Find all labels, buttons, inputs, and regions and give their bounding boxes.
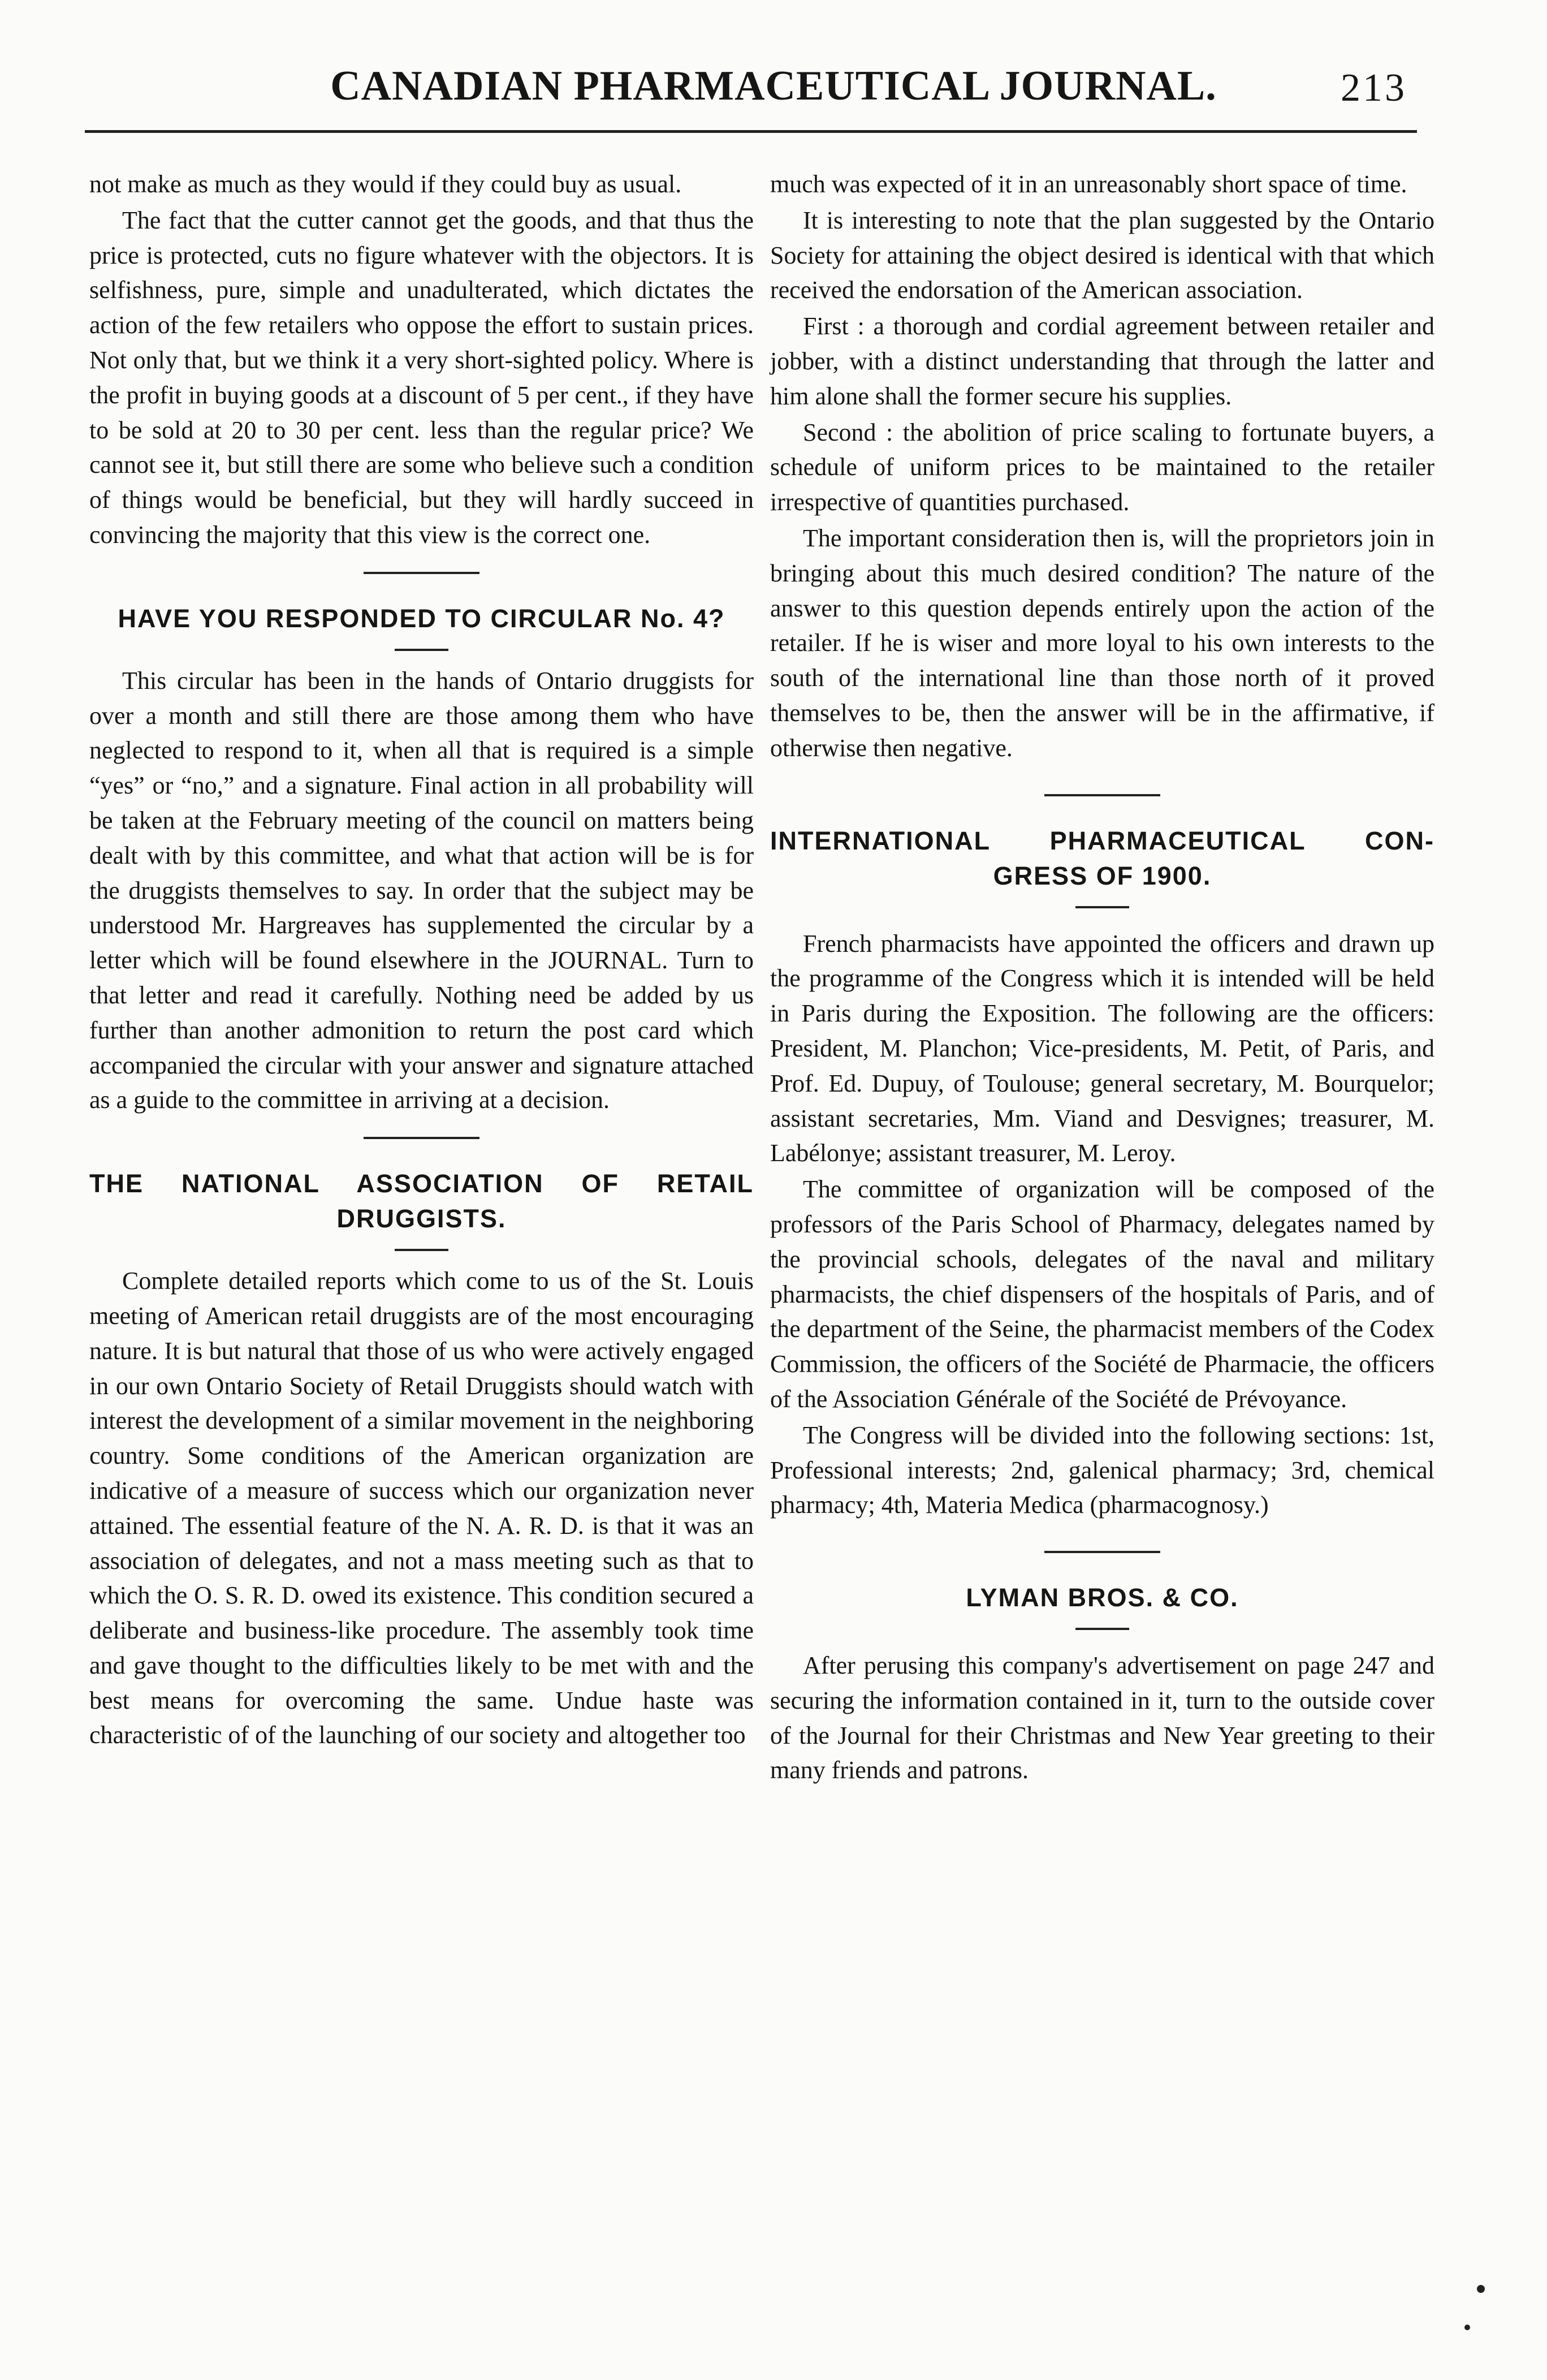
paragraph: much was expected of it in an unreasonably short space of time. bbox=[770, 170, 1407, 198]
print-speck bbox=[1464, 2325, 1470, 2330]
heading-line: GRESS OF 1900. bbox=[993, 861, 1212, 890]
paragraph: Complete detailed reports which come to us of the St. Louis meeting of American retail druggists are of the most encouraging nature. It is but natural that those of us who were actively engaged in our own Ontario Society of Retail Druggists should watch with interest the development of a similar movement in the neighboring country. Some conditions of the American organization are indicative of a measure of success which our organization never attained. The essential feature of the N. A. R. D. is that it was an association of delegates, and not a mass meeting such as that to which the O. S. R. D. owed its existence. This condition secured a deliberate and business-like procedure. The assembly took time and gave thought to the difficulties likely to be met with and the best means for overcoming the same. Undue haste was characteristic of of the launching of our society and altogether too bbox=[89, 1267, 754, 1749]
paragraph: The Congress will be divided into the following sections: 1st, Professional interests; 2nd, galenical pharmacy; 3rd, chemical pharmacy; 4th, Materia Medica (pharmacognosy.) bbox=[770, 1421, 1434, 1519]
section-heading-nard bbox=[89, 1166, 754, 1236]
section-heading-congress bbox=[770, 823, 1434, 894]
section-heading-lyman: LYMAN BROS. & CO. bbox=[966, 1583, 1239, 1612]
paragraph: French pharmacists have appointed the officers and drawn up the programme of the Congress which it is intended will be held in Paris during the Exposition. The following are the officers: President, M. Planchon; Vice-presidents, M. Petit, of Paris, and Prof. Ed. Dupuy, of Toulouse; general secretary, M. Bourquelor; assistant secretaries, Mm. Viand and Desvignes; treasurer, M. Labélonye; assistant treasurer, M. Leroy. bbox=[770, 929, 1434, 1167]
journal-title: CANADIAN PHARMACEUTICAL JOURNAL. bbox=[330, 63, 1217, 109]
paragraph: The committee of organization will be composed of the professors of the Paris School of Pharmacy, delegates named by the provincial schools, delegates of the naval and military pharmacists, the chief dispensers of the hospitals of Paris, and of the department of the Seine, the pharmacist members of the Codex Commission, the officers of the Société de Pharmacie, the officers of the Association Générale of the Société de Prévoyance. bbox=[770, 1175, 1434, 1413]
paragraph: After perusing this company's advertisement on page 247 and securing the information contained in it, turn to the outside cover of the Journal for their Christmas and New Year greeting to their many friends and patrons. bbox=[770, 1652, 1434, 1784]
heading-line: DRUGGISTS. bbox=[336, 1204, 507, 1234]
page-number: 213 bbox=[1341, 66, 1407, 110]
heading-line: THE NATIONAL ASSOCIATION OF RETAIL bbox=[89, 1169, 754, 1198]
paragraph: First : a thorough and cordial agreement between retailer and jobber, with a distinct understanding that through the latter and him alone shall the former secure his supplies. bbox=[770, 312, 1434, 410]
heading-line: INTERNATIONAL PHARMACEUTICAL CON- bbox=[770, 826, 1434, 855]
section-heading-circular: HAVE YOU RESPONDED TO CIRCULAR No. 4? bbox=[118, 603, 725, 633]
print-speck bbox=[1477, 2285, 1485, 2293]
header-rule bbox=[85, 130, 1417, 133]
paragraph: The fact that the cutter cannot get the goods, and that thus the price is protected, cuts no figure whatever with the objectors. It is selfishness, pure, simple and unadulterated, which dictates the action of the few retailers who oppose the effort to sustain prices. Not only that, but we think it a very short-sighted policy. Where is the profit in buying goods at a discount of 5 per cent., if they have to be sold at 20 to 30 per cent. less than the regular price? We cannot see it, but still there are some who believe such a condition of things would be beneficial, but they will hardly succeed in convincing the majority that this view is the correct one. bbox=[89, 206, 754, 549]
paragraph: It is interesting to note that the plan suggested by the Ontario Society for attaining the object desired is identical with that which received the endorsation of the American association. bbox=[770, 206, 1434, 304]
right-column bbox=[770, 167, 1434, 1789]
running-head bbox=[0, 51, 1547, 136]
paragraph: Second : the abolition of price scaling to fortunate buyers, a schedule of uniform prices to be maintained to the retailer irrespective of quantities purchased. bbox=[770, 418, 1434, 516]
paragraph: The important consideration then is, will the proprietors join in bringing about this much desired condition? The nature of the answer to this question depends entirely upon the action of the retailer. If he is wiser and more loyal to his own interests to the south of the international line than those north of it proved themselves to be, then the answer will be in the affirmative, if otherwise then negative. bbox=[770, 524, 1434, 762]
paragraph: This circular has been in the hands of Ontario druggists for over a month and still there are those among them who have neglected to respond to it, when all that is required is a simple “yes” or “no,” and a signature. Final action in all probability will be taken at the February meeting of the council on matters being dealt with by this committee, and what that action will be is for the druggists themselves to say. In order that the subject may be understood Mr. Hargreaves has supplemented the circular by a letter which will be found elsewhere in the JOURNAL. Turn to that letter and read it carefully. Nothing need be added by us further than another admonition to return the post card which accompanied the circular with your answer and signature attached as a guide to the committee in arriving at a decision. bbox=[89, 666, 754, 1114]
left-column bbox=[89, 167, 754, 1754]
paragraph: not make as much as they would if they could buy as usual. bbox=[89, 170, 682, 198]
